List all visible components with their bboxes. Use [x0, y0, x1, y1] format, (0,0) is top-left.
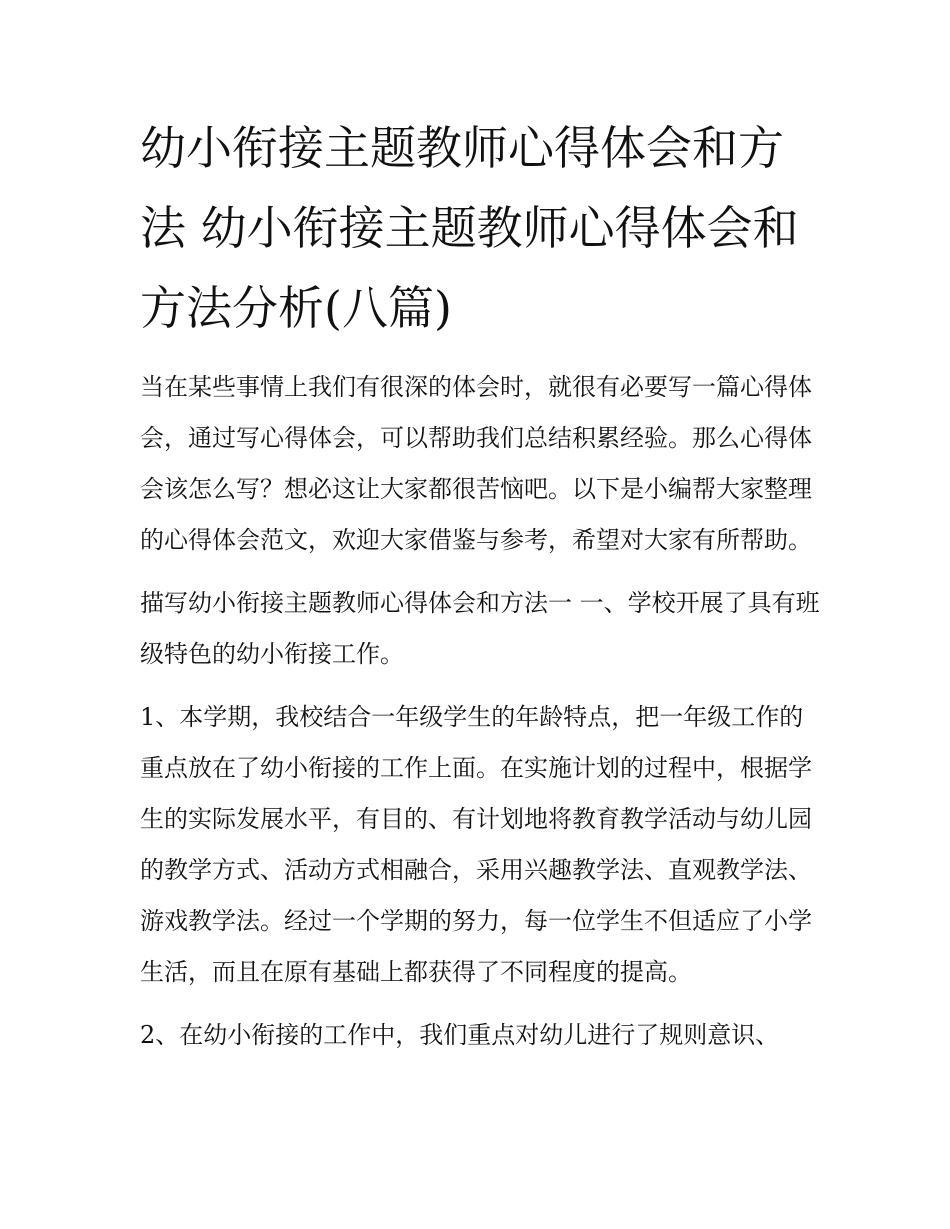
body-paragraph-1: 1、本学期，我校结合一年级学生的年龄特点，把一年级工作的重点放在了幼小衔接的工作上面。在实施计划的过程中，根据学生的实际发展水平，有目的、有计划地将教育教学活动与幼儿园的教学方式、活动方式相融合，采用兴趣教学法、直观教学法、游戏教学法。经过一个学期的努力，每一位学生不但适应了小学生活，而且在原有基础上都获得了不同程度的提高。	[140, 703, 812, 986]
body-paragraph-2: 2、在幼小衔接的工作中，我们重点对幼儿进行了规则意识、	[140, 1021, 780, 1049]
document-title: 幼小衔接主题教师心得体会和方法 幼小衔接主题教师心得体会和方法分析(八篇)	[140, 121, 799, 335]
document-body	[140, 108, 820, 1061]
section-heading-paragraph: 描写幼小衔接主题教师心得体会和方法一 一、学校开展了具有班级特色的幼小衔接工作。	[140, 589, 820, 668]
intro-paragraph: 当在某些事情上我们有很深的体会时，就很有必要写一篇心得体会，通过写心得体会，可以帮助我们总结积累经验。那么心得体会该怎么写？想必这让大家都很苦恼吧。以下是小编帮大家整理的心得体会范文，欢迎大家借鉴与参考，希望对大家有所帮助。	[140, 373, 812, 554]
